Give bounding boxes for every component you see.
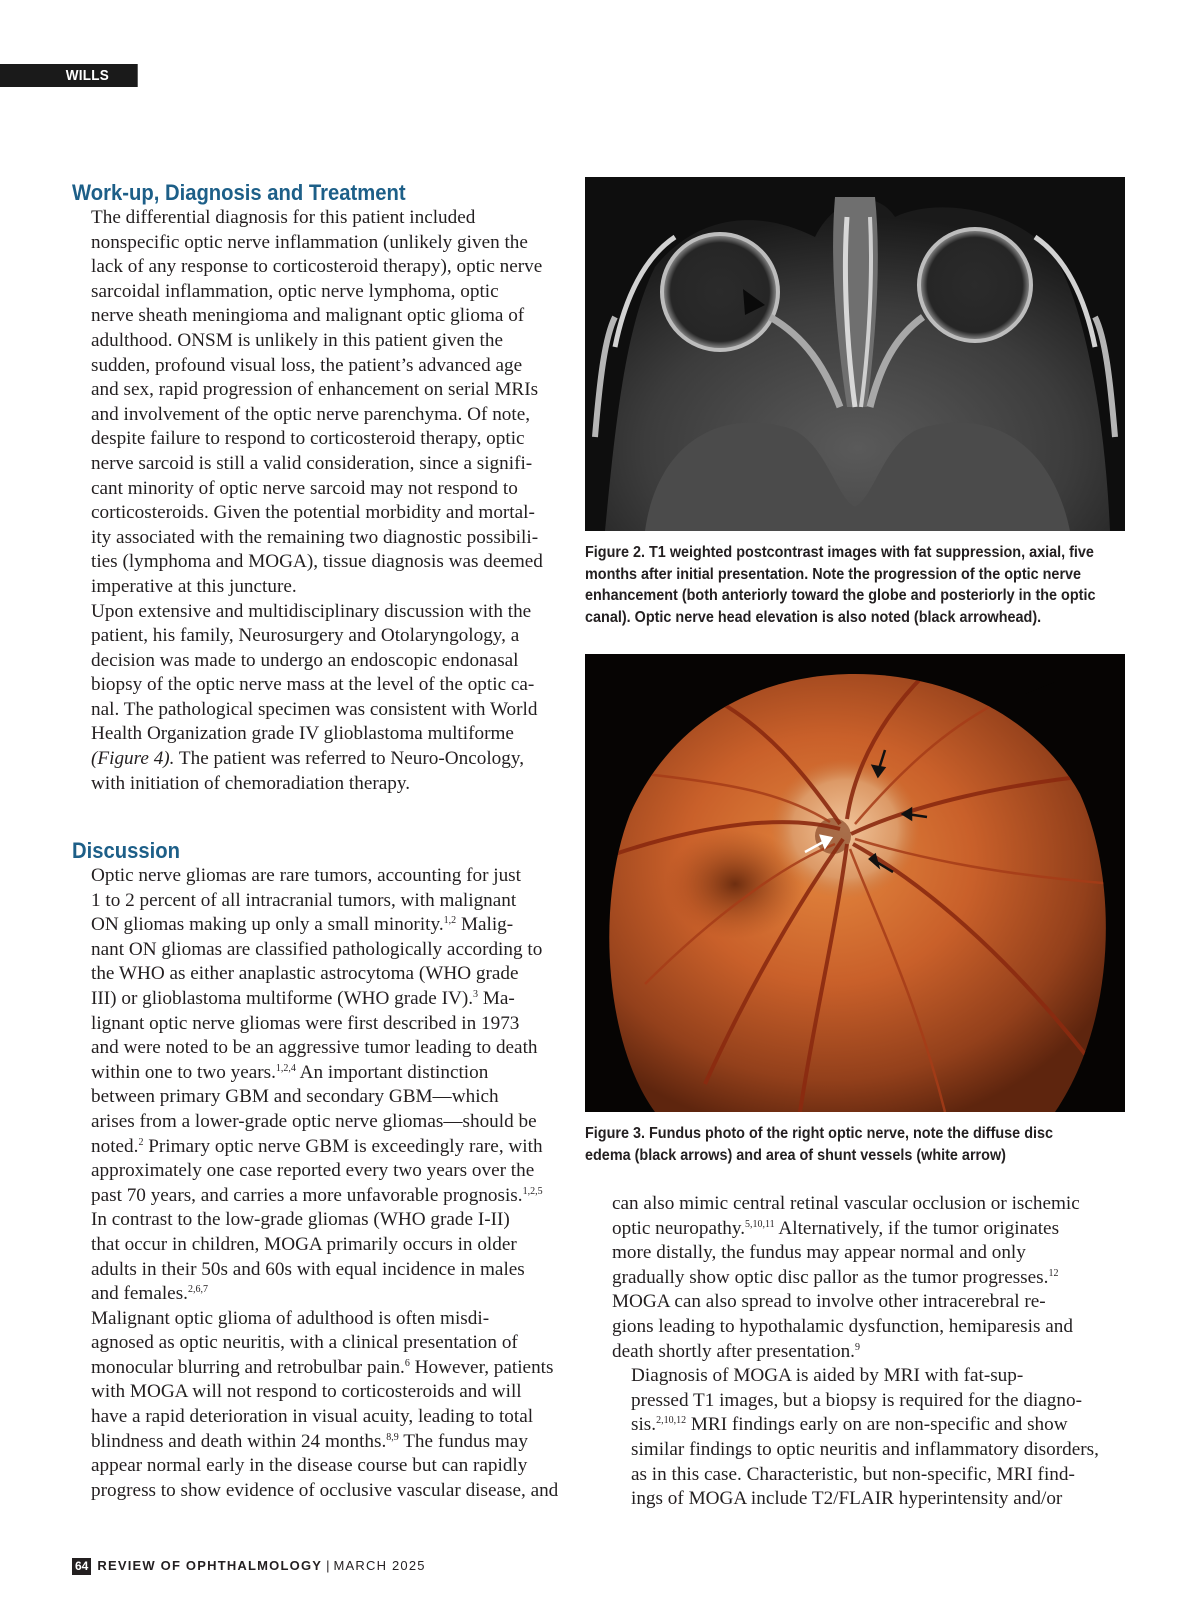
page-number: 64: [72, 1558, 91, 1575]
text-line: nonspecific optic nerve inflammation (unlikely given the: [91, 231, 528, 253]
discussion-paragraph-1: [72, 864, 572, 1307]
text-line: MOGA can also spread to involve other intracerebral re-: [612, 1291, 1046, 1313]
text-line: Health Organization grade IV glioblastoma multiforme: [91, 723, 514, 745]
citation: 2: [138, 1136, 144, 1148]
text-line: nerve sheath meningioma and malignant optic glioma of: [91, 305, 525, 327]
mri-illustration: [585, 177, 1125, 531]
text-line: as in this case. Characteristic, but non-specific, MRI find-: [631, 1463, 1075, 1485]
publication-name: REVIEW OF OPHTHALMOLOGY: [97, 1558, 323, 1573]
text-line: nant ON gliomas are classified pathologically according to: [91, 938, 543, 960]
text-line: The differential diagnosis for this patient included: [91, 207, 476, 228]
figure-3-fundus-image: [585, 654, 1125, 1112]
text-line: Diagnosis of MOGA is aided by MRI with fat-sup-: [631, 1365, 1024, 1387]
right-paragraph-1: [612, 1192, 1132, 1364]
text-line: adults in their 50s and 60s with equal incidence in males: [91, 1258, 525, 1280]
text-line: Optic nerve gliomas are rare tumors, accounting for just: [91, 865, 521, 886]
text-line: pressed T1 images, but a biopsy is required for the diagno-: [631, 1389, 1082, 1411]
text-line: lack of any response to corticosteroid therapy), optic nerve: [91, 256, 543, 278]
text-line: within one to two years.$^{1,2,4}$ An important distinction: [91, 1061, 489, 1083]
citation: 1,2,5: [522, 1185, 543, 1197]
text-line: decision was made to undergo an endoscopic endonasal: [91, 649, 519, 671]
text-line: Malignant optic glioma of adulthood is often misdi-: [91, 1307, 490, 1329]
text-line: adulthood. ONSM is unlikely in this patient given the: [91, 329, 503, 351]
text-line: have a rapid deterioration in visual acuity, leading to total: [91, 1406, 534, 1428]
text-line: nerve sarcoid is still a valid consideration, since a signifi-: [91, 452, 533, 474]
caption-line: canal). Optic nerve head elevation is also noted (black arrowhead).: [585, 608, 1042, 626]
figure-2-mri-image: [585, 177, 1125, 531]
text-line: and sex, rapid progression of enhancement on serial MRIs: [91, 379, 539, 401]
figure-3-caption: [585, 1123, 1145, 1166]
footer-separator: |: [326, 1558, 330, 1573]
figure-2-caption: [585, 542, 1145, 628]
workup-heading: Work-up, Diagnosis and Treatment: [72, 180, 406, 205]
text-line: and were noted to be an aggressive tumor leading to death: [91, 1037, 538, 1059]
text-line: III) or glioblastoma multiforme (WHO grade IV).$^3$ Ma-: [91, 987, 515, 1009]
citation: 5,10,11: [745, 1218, 775, 1230]
text-line: Upon extensive and multidisciplinary discussion with the: [91, 600, 532, 622]
text-line: (Figure 4). The patient was referred to Neuro-Oncology,: [91, 748, 524, 770]
text-line: gradually show optic disc pallor as the tumor progresses.$^{12}$: [612, 1266, 1059, 1288]
text-line: noted.$^2$ Primary optic nerve GBM is exceedingly rare, with: [91, 1135, 543, 1157]
text-line: ings of MOGA include T2/FLAIR hyperintensity and/or: [631, 1488, 1063, 1510]
text-line: past 70 years, and carries a more unfavorable prognosis.$^{1,2,5}$: [91, 1184, 543, 1206]
citation: 2,6,7: [187, 1284, 208, 1296]
workup-paragraph-2: [72, 600, 572, 797]
text-line: optic neuropathy.$^{5,10,11}$ Alternatively, if the tumor originates: [612, 1217, 1060, 1239]
text-line: despite failure to respond to corticosteroid therapy, optic: [91, 428, 525, 450]
caption-line: enhancement (both anteriorly toward the globe and posteriorly in the optic: [585, 587, 1096, 605]
text-line: approximately one case reported every two years over the: [91, 1160, 535, 1182]
text-line: corticosteroids. Given the potential morbidity and mortal-: [91, 502, 535, 524]
section-tag: WILLS EYE: [0, 64, 138, 87]
text-line: sis.$^{2,10,12}$ MRI findings early on are non-specific and show: [631, 1414, 1068, 1436]
text-line: cant minority of optic nerve sarcoid may not respond to: [91, 477, 518, 499]
text-line: ties (lymphoma and MOGA), tissue diagnosis was deemed: [91, 551, 543, 573]
workup-paragraph-1: [72, 206, 572, 600]
fundus-illustration: [585, 654, 1125, 1112]
discussion-heading: Discussion: [72, 838, 180, 863]
text-line: gions leading to hypothalamic dysfunction, hemiparesis and: [612, 1315, 1073, 1337]
text-line: death shortly after presentation.$^9$: [612, 1340, 860, 1362]
text-line: appear normal early in the disease course but can rapidly: [91, 1455, 528, 1477]
citation: 1,2: [443, 915, 457, 927]
text-line: and involvement of the optic nerve parenchyma. Of note,: [91, 403, 531, 425]
right-column-text: [612, 1192, 1132, 1512]
text-line: In contrast to the low-grade gliomas (WHO grade I-II): [91, 1209, 510, 1231]
text-line: patient, his family, Neurosurgery and Otolaryngology, a: [91, 625, 520, 647]
citation: 9: [854, 1341, 860, 1353]
text-line: monocular blurring and retrobulbar pain.$^6$ However, patients: [91, 1356, 554, 1378]
text-line: 1 to 2 percent of all intracranial tumors, with malignant: [91, 889, 517, 911]
text-line: lignant optic nerve gliomas were first described in 1973: [91, 1012, 520, 1034]
text-line: the WHO as either anaplastic astrocytoma (WHO grade: [91, 963, 519, 985]
text-line: with initiation of chemoradiation therapy.: [91, 772, 410, 794]
citation: 2,10,12: [656, 1415, 687, 1427]
citation: 6: [404, 1357, 410, 1369]
text-line: sarcoidal inflammation, optic nerve lymphoma, optic: [91, 280, 499, 302]
workup-section: [72, 180, 572, 796]
text-line: biopsy of the optic nerve mass at the level of the optic ca-: [91, 674, 535, 696]
discussion-section: [72, 838, 572, 1503]
text-line: between primary GBM and secondary GBM—which: [91, 1086, 499, 1108]
text-line: ity associated with the remaining two diagnostic possibili-: [91, 526, 539, 548]
text-line: agnosed as optic neuritis, with a clinical presentation of: [91, 1332, 518, 1354]
caption-line: months after initial presentation. Note the progression of the optic nerve: [585, 565, 1082, 583]
text-line: that occur in children, MOGA primarily occurs in older: [91, 1233, 517, 1255]
text-line: imperative at this juncture.: [91, 575, 297, 597]
right-paragraph-2: [612, 1364, 1132, 1512]
citation: 1,2,4: [275, 1062, 296, 1074]
text-line: with MOGA will not respond to corticosteroids and will: [91, 1381, 522, 1403]
citation: 12: [1048, 1267, 1059, 1279]
text-line: ON gliomas making up only a small minority.$^{1,2}$ Malig-: [91, 914, 514, 936]
caption-line: Figure 2. T1 weighted postcontrast images with fat suppression, axial, five: [585, 544, 1094, 561]
citation: 3: [473, 988, 479, 1000]
caption-line: edema (black arrows) and area of shunt vessels (white arrow): [585, 1146, 1006, 1164]
text-line: sudden, profound visual loss, the patient’s advanced age: [91, 354, 523, 376]
text-line: arises from a lower-grade optic nerve gliomas—should be: [91, 1110, 537, 1132]
caption-line: Figure 3. Fundus photo of the right optic nerve, note the diffuse disc: [585, 1125, 1054, 1142]
text-line: blindness and death within 24 months.$^{8,9}$ The fundus may: [91, 1430, 528, 1452]
text-line: more distally, the fundus may appear normal and only: [612, 1242, 1026, 1264]
text-line: nal. The pathological specimen was consistent with World: [91, 698, 538, 720]
discussion-paragraph-2: [72, 1307, 572, 1504]
text-line: and females.$^{2,6,7}$: [91, 1283, 208, 1305]
text-line: progress to show evidence of occlusive vascular disease, and: [91, 1479, 559, 1501]
issue-date: MARCH 2025: [333, 1558, 426, 1573]
citation: 8,9: [386, 1431, 399, 1443]
figure-4-reference: (Figure 4).: [91, 748, 175, 770]
page-footer: [72, 1556, 426, 1576]
text-line: can also mimic central retinal vascular occlusion or ischemic: [612, 1193, 1080, 1214]
text-line: similar findings to optic neuritis and inflammatory disorders,: [631, 1438, 1099, 1460]
